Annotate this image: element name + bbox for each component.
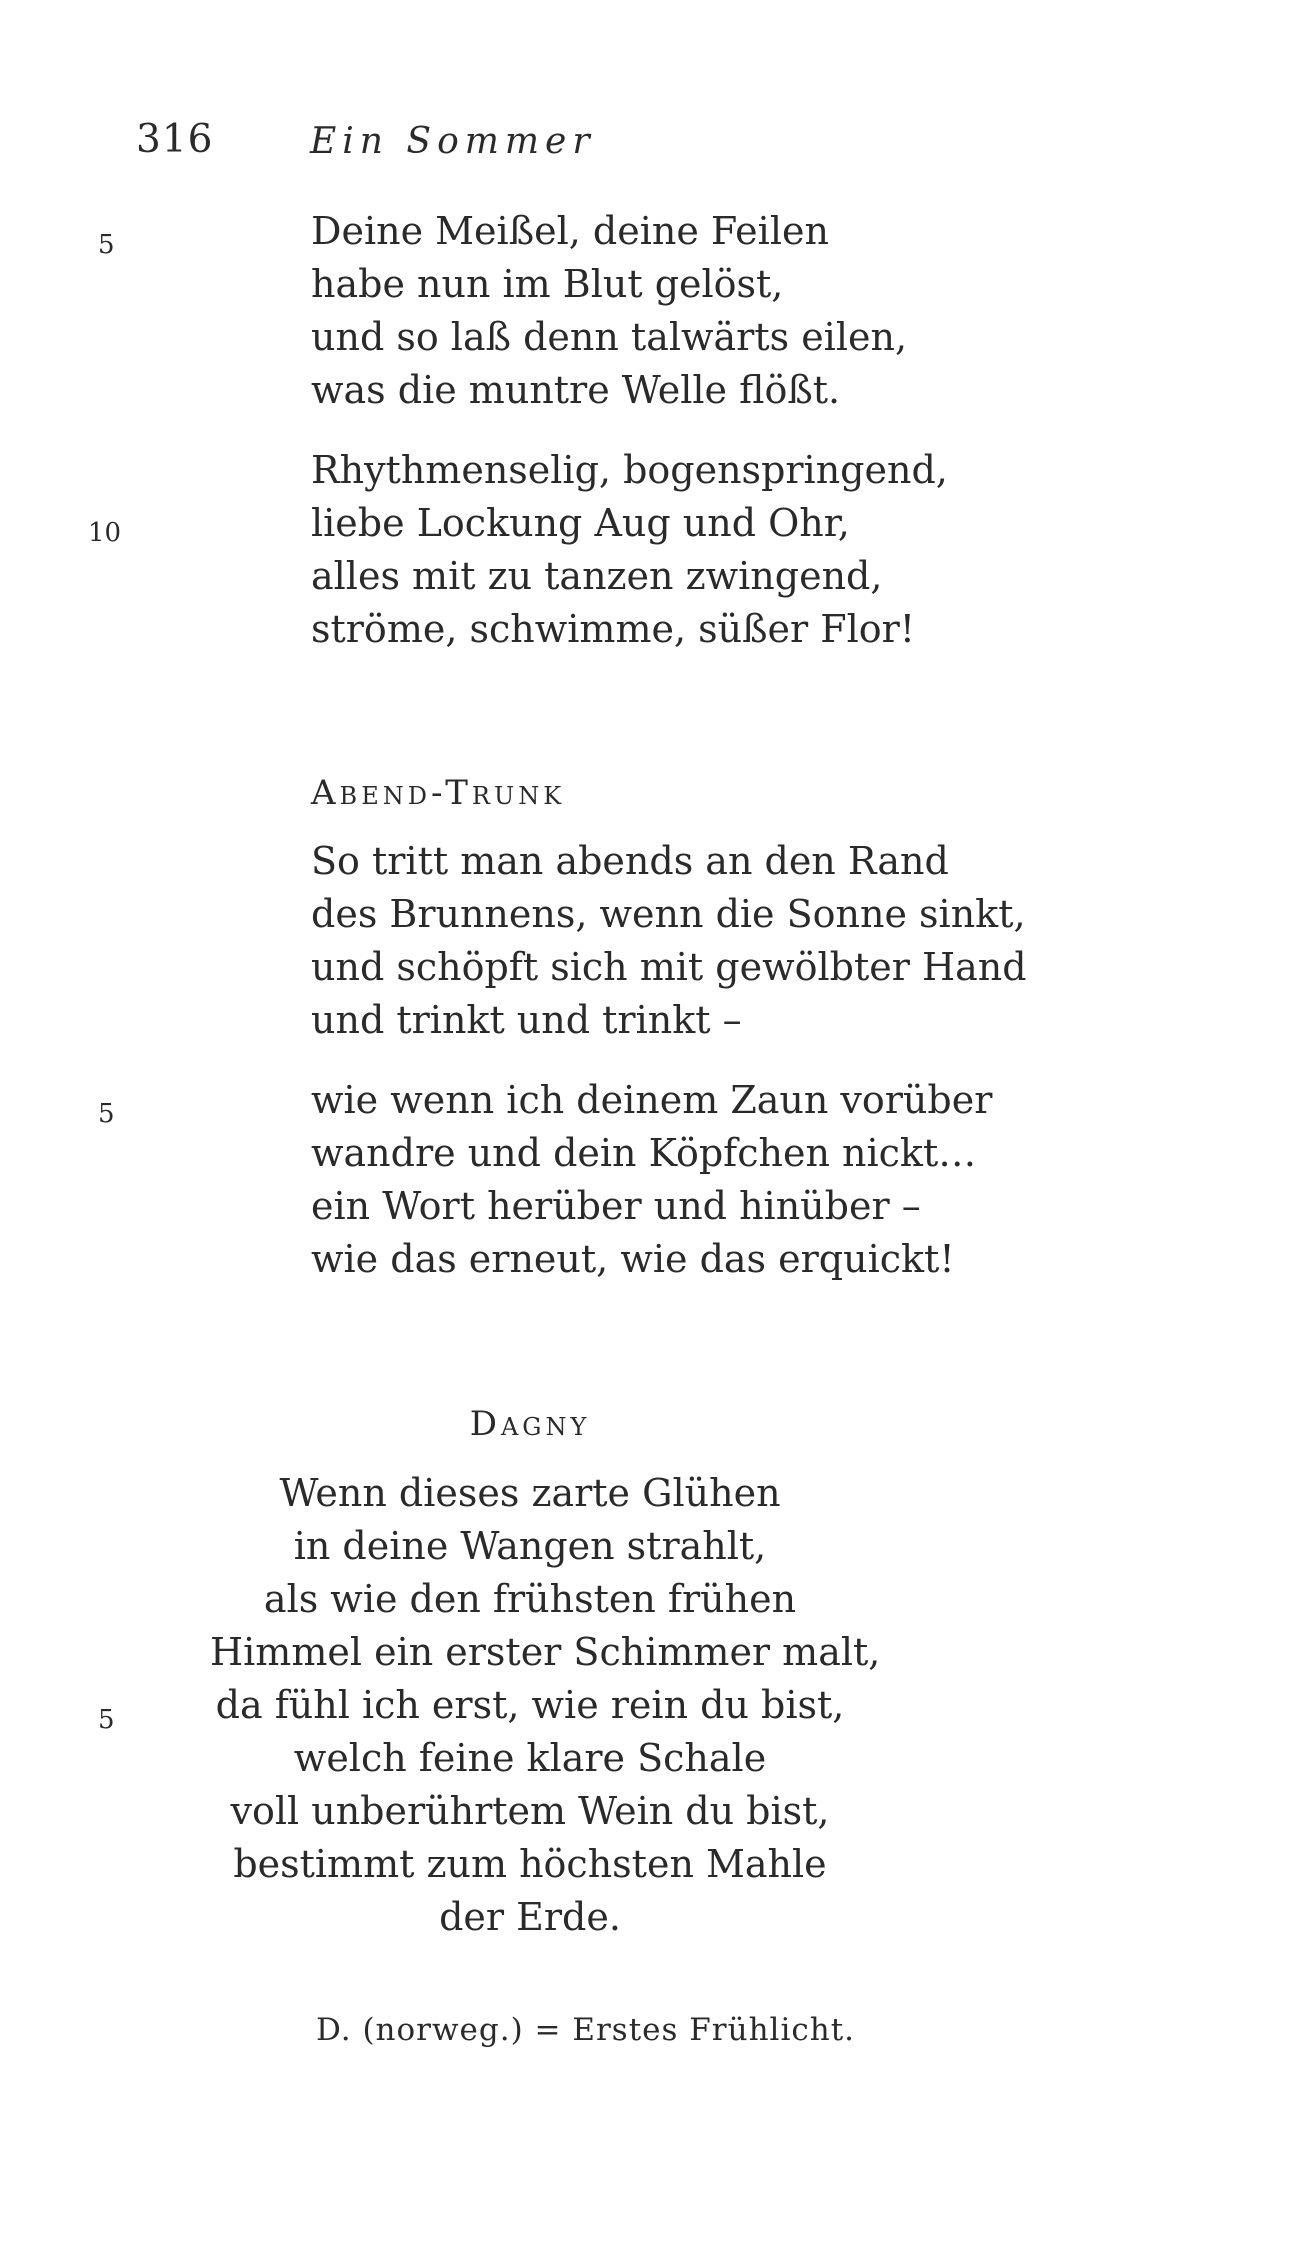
verse-line: und schöpft sich mit gewölbter Hand	[311, 945, 1027, 989]
verse-line: wandre und dein Köpfchen nickt…	[311, 1131, 977, 1175]
verse-line: alles mit zu tanzen zwingend,	[311, 554, 883, 598]
line-number: 10	[88, 518, 122, 548]
poem3-stanza	[210, 1467, 881, 1944]
poem2-stanza1	[311, 835, 1027, 1047]
verse-line: habe nun im Blut gelöst,	[311, 262, 784, 306]
line-number: 5	[98, 1099, 115, 1129]
poem2-stanza2	[311, 1074, 992, 1286]
verse-line: der Erde.	[439, 1895, 621, 1939]
verse-line: So tritt man abends an den Rand	[311, 839, 949, 883]
verse-line: liebe Lockung Aug und Ohr,	[311, 501, 850, 545]
verse-line: des Brunnens, wenn die Sonne sinkt,	[311, 892, 1026, 936]
page-number: 316	[136, 117, 214, 162]
line-number: 5	[98, 1705, 115, 1735]
verse-line: und so laß denn talwärts eilen,	[311, 315, 908, 359]
footnote: D. (norweg.) = Erstes Frühlicht.	[316, 2012, 856, 2048]
verse-line: was die muntre Welle flößt.	[311, 368, 841, 412]
poem1-stanza2	[311, 444, 948, 656]
verse-line: wie wenn ich deinem Zaun vorüber	[311, 1078, 993, 1122]
verse-line: als wie den frühsten frühen	[263, 1577, 797, 1621]
verse-line: in deine Wangen strahlt,	[293, 1524, 767, 1568]
verse-line: da fühl ich erst, wie rein du bist,	[215, 1683, 845, 1727]
poem-title: Abend-Trunk	[311, 773, 566, 813]
verse-line: Rhythmenselig, bogenspringend,	[311, 448, 948, 492]
verse-line: Deine Meißel, deine Feilen	[311, 209, 829, 253]
verse-line: Wenn dieses zarte Glühen	[279, 1471, 781, 1515]
verse-line: wie das erneut, wie das erquickt!	[311, 1237, 955, 1281]
line-number: 5	[98, 230, 115, 260]
verse-line: voll unberührtem Wein du bist,	[230, 1789, 830, 1833]
verse-line: ströme, schwimme, süßer Flor!	[311, 607, 916, 651]
verse-line: Himmel ein erster Schimmer malt,	[210, 1630, 881, 1674]
verse-line: und trinkt und trinkt –	[311, 998, 742, 1042]
poem1-stanza1	[311, 205, 907, 417]
verse-line: ein Wort herüber und hinüber –	[311, 1184, 921, 1228]
running-title: Ein Sommer	[310, 121, 596, 162]
verse-line: bestimmt zum höchsten Mahle	[233, 1842, 827, 1886]
verse-line: welch feine klare Schale	[293, 1736, 767, 1780]
poem-title: Dagny	[469, 1404, 591, 1444]
